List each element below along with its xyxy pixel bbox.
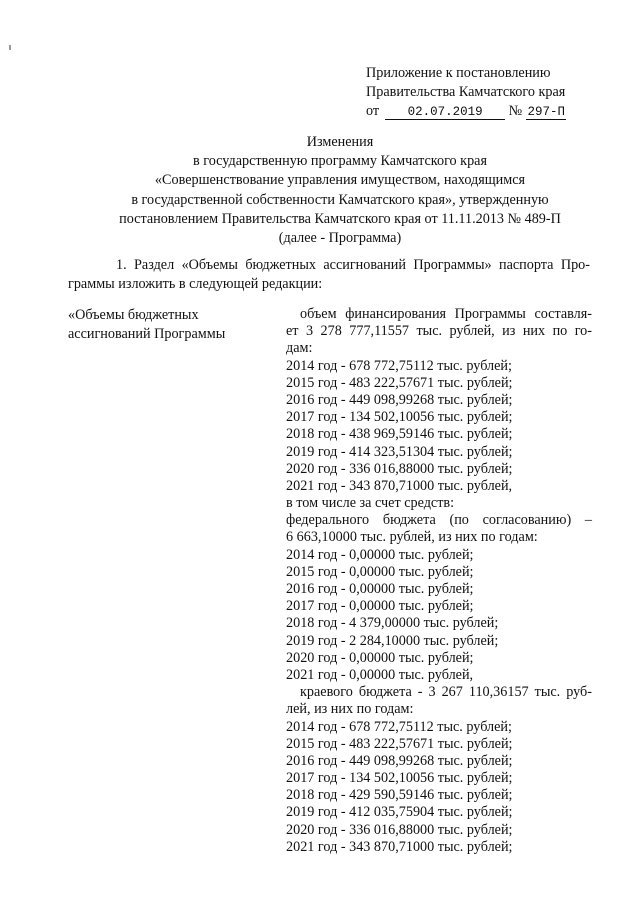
- intro-line-1: 1. Раздел «Объемы бюджетных ассигнований Программы» паспорта Про-: [116, 257, 590, 273]
- title-line: «Совершенствование управления имуществом, находящимся: [154, 172, 526, 189]
- stamp-line-3: [366, 102, 566, 121]
- funding-line: 2019 год - 2 284,10000 тыс. рублей;: [286, 632, 499, 649]
- funding-line: объем финансирования Программы составля-: [300, 306, 592, 322]
- funding-line: 2020 год - 336 016,88000 тыс. рублей;: [286, 460, 513, 477]
- funding-line: 2016 год - 0,00000 тыс. рублей;: [286, 581, 474, 597]
- title-line: Изменения: [306, 134, 374, 150]
- stamp-line-1: Приложение к постановлению: [366, 65, 551, 81]
- funding-line: 2016 год - 449 098,99268 тыс. рублей;: [286, 752, 513, 769]
- funding-line: дам:: [286, 340, 313, 357]
- funding-line: 2015 год - 483 222,57671 тыс. рублей;: [286, 374, 513, 391]
- from-label: от: [366, 103, 380, 119]
- resolution-number: 297-П: [527, 105, 565, 119]
- funding-line: 2017 год - 134 502,10056 тыс. рублей;: [286, 409, 513, 426]
- document-title: [60, 133, 620, 248]
- funding-line: федерального бюджета (по согласованию) –: [286, 512, 592, 529]
- title-line: (далее - Программа): [278, 230, 402, 247]
- approval-stamp: [366, 64, 566, 121]
- funding-line: 2018 год - 438 969,59146 тыс. рублей;: [286, 426, 513, 443]
- funding-line: 2017 год - 134 502,10056 тыс. рублей;: [286, 770, 513, 787]
- funding-line: 2014 год - 0,00000 тыс. рублей;: [286, 546, 474, 563]
- funding-line: 2014 год - 678 772,75112 тыс. рублей;: [286, 357, 512, 374]
- funding-line: лей, из них по годам:: [286, 701, 414, 718]
- stamp-line-2: Правительства Камчатского края: [366, 84, 566, 100]
- table-right-column: [286, 306, 592, 856]
- funding-line: 2019 год - 414 323,51304 тыс. рублей;: [286, 443, 513, 460]
- funding-line: 2021 год - 343 870,71000 тыс. рублей;: [286, 838, 513, 855]
- funding-line: 2019 год - 412 035,75904 тыс. рублей;: [286, 804, 513, 821]
- funding-line: ет 3 278 777,11557 тыс. рублей, из них по го-: [286, 323, 592, 340]
- funding-line: 2018 год - 429 590,59146 тыс. рублей;: [286, 787, 513, 804]
- title-line: постановлением Правительства Камчатского края от 11.11.2013 № 489-П: [119, 210, 561, 227]
- funding-line: в том числе за счет средств:: [286, 495, 455, 512]
- number-label: №: [508, 103, 523, 119]
- funding-line: краевого бюджета - 3 267 110,36157 тыс. руб-: [300, 684, 592, 701]
- intro-line-2: граммы изложить в следующей редакции:: [68, 276, 323, 292]
- scan-mark: [9, 45, 11, 50]
- title-line: в государственную программу Камчатского края: [193, 153, 487, 170]
- funding-line: 2018 год - 4 379,00000 тыс. рублей;: [286, 615, 499, 632]
- table-left-column: [68, 306, 225, 344]
- title-line: в государственной собственности Камчатского края», утвержденную: [131, 191, 549, 208]
- resolution-date: 02.07.2019: [385, 105, 505, 120]
- funding-line: 2020 год - 336 016,88000 тыс. рублей;: [286, 821, 513, 838]
- left-label-line-1: «Объемы бюджетных: [68, 307, 199, 323]
- funding-line: 2016 год - 449 098,99268 тыс. рублей;: [286, 391, 513, 408]
- funding-line: 2021 год - 0,00000 тыс. рублей,: [286, 666, 474, 683]
- left-label-line-2: ассигнований Программы: [68, 326, 226, 342]
- funding-line: 6 663,10000 тыс. рублей, из них по годам:: [286, 529, 538, 546]
- funding-line: 2017 год - 0,00000 тыс. рублей;: [286, 598, 474, 615]
- funding-line: 2015 год - 0,00000 тыс. рублей;: [286, 563, 474, 580]
- funding-line: 2015 год - 483 222,57671 тыс. рублей;: [286, 735, 513, 752]
- funding-line: 2014 год - 678 772,75112 тыс. рублей;: [286, 718, 512, 735]
- funding-line: 2021 год - 343 870,71000 тыс. рублей,: [286, 477, 513, 494]
- funding-line: 2020 год - 0,00000 тыс. рублей;: [286, 649, 474, 666]
- intro-paragraph: [68, 256, 590, 294]
